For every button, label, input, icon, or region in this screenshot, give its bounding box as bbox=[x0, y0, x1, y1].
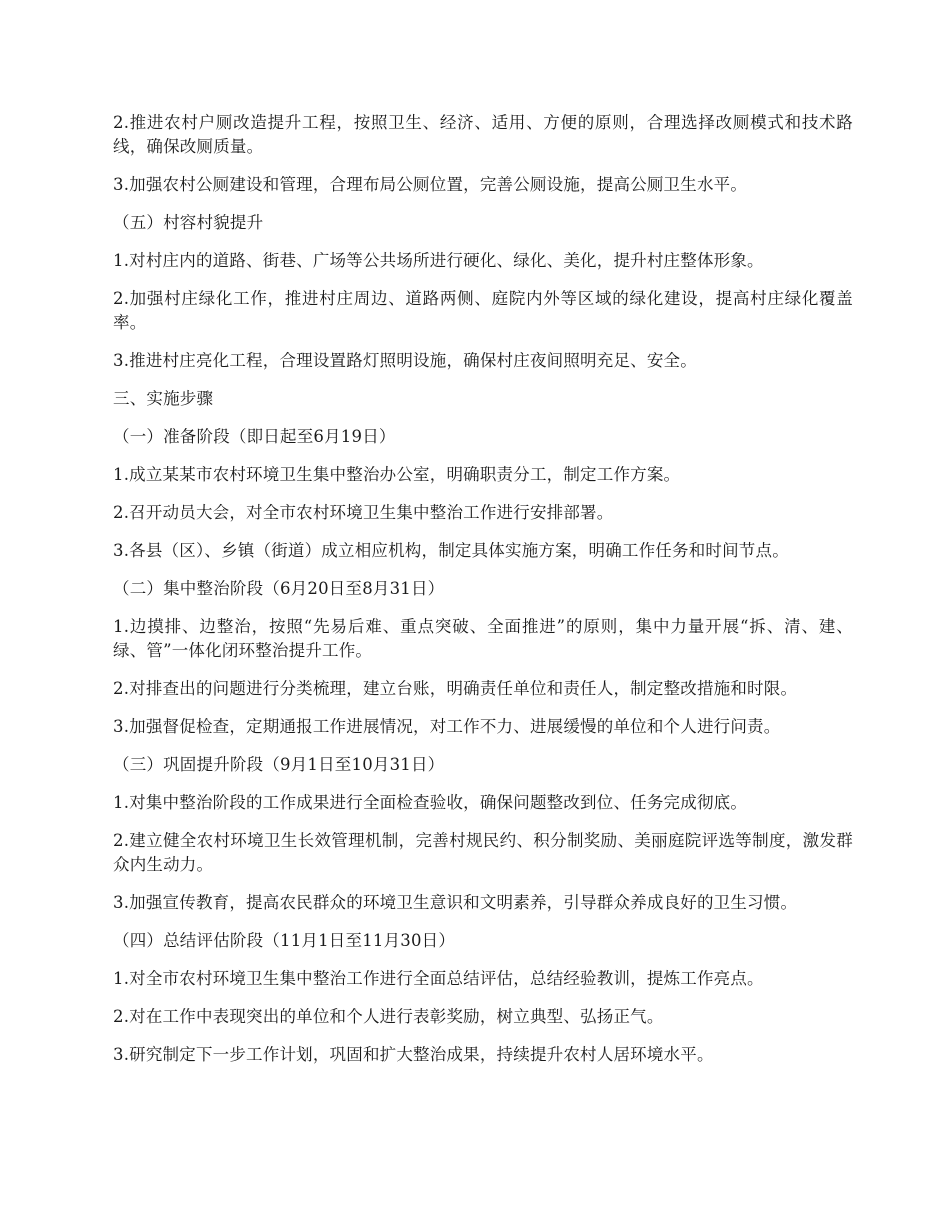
paragraph-preparation-1: 1.成立某某市农村环境卫生集中整治办公室，明确职责分工，制定工作方案。 bbox=[113, 465, 681, 484]
paragraph-rectification-3: 3.加强督促检查，定期通报工作进展情况，对工作不力、进展缓慢的单位和个人进行问责。 bbox=[113, 717, 781, 736]
paragraph-rectification-1: 1.边摸排、边整治，按照“先易后难、重点突破、全面推进”的原则，集中力量开展“拆、清、建、绿、管”一体化闭环整治提升工作。 bbox=[113, 617, 853, 660]
paragraph-preparation-3: 3.各县（区）、乡镇（街道）成立相应机构，制定具体实施方案，明确工作任务和时间节点。 bbox=[113, 541, 789, 560]
paragraph-greening: 2.加强村庄绿化工作，推进村庄周边、道路两侧、庭院内外等区域的绿化建设，提高村庄绿化覆盖率。 bbox=[113, 289, 853, 332]
paragraph-toilet-renovation: 2.推进农村户厕改造提升工程，按照卫生、经济、适用、方便的原则，合理选择改厕模式和技术路线，确保改厕质量。 bbox=[113, 113, 853, 156]
paragraph-public-toilets: 3.加强农村公厕建设和管理，合理布局公厕位置，完善公厕设施，提高公厕卫生水平。 bbox=[113, 175, 748, 194]
paragraph-consolidation-1: 1.对集中整治阶段的工作成果进行全面检查验收，确保问题整改到位、任务完成彻底。 bbox=[113, 793, 748, 812]
stage-heading-concentrated-rectification: （二）集中整治阶段（6月20日至8月31日） bbox=[113, 579, 445, 598]
document-body bbox=[113, 111, 853, 1081]
stage-heading-summary-evaluation: （四）总结评估阶段（11月1日至11月30日） bbox=[113, 931, 456, 950]
paragraph-rectification-2: 2.对排查出的问题进行分类梳理，建立台账，明确责任单位和责任人，制定整改措施和时限。 bbox=[113, 679, 798, 698]
paragraph-summary-3: 3.研究制定下一步工作计划，巩固和扩大整治成果，持续提升农村人居环境水平。 bbox=[113, 1045, 714, 1064]
paragraph-summary-1: 1.对全市农村环境卫生集中整治工作进行全面总结评估，总结经验教训，提炼工作亮点。 bbox=[113, 969, 764, 988]
section-heading-village-appearance: （五）村容村貌提升 bbox=[113, 213, 264, 232]
paragraph-lighting: 3.推进村庄亮化工程，合理设置路灯照明设施，确保村庄夜间照明充足、安全。 bbox=[113, 351, 697, 370]
paragraph-summary-2: 2.对在工作中表现突出的单位和个人进行表彰奖励，树立典型、弘扬正气。 bbox=[113, 1007, 664, 1026]
section-heading-implementation-steps: 三、实施步骤 bbox=[113, 389, 214, 408]
paragraph-preparation-2: 2.召开动员大会，对全市农村环境卫生集中整治工作进行安排部署。 bbox=[113, 503, 614, 522]
stage-heading-consolidation: （三）巩固提升阶段（9月1日至10月31日） bbox=[113, 755, 445, 774]
paragraph-public-spaces: 1.对村庄内的道路、街巷、广场等公共场所进行硬化、绿化、美化，提升村庄整体形象。 bbox=[113, 251, 764, 270]
stage-heading-preparation: （一）准备阶段（即日起至6月19日） bbox=[113, 427, 396, 446]
paragraph-consolidation-2: 2.建立健全农村环境卫生长效管理机制，完善村规民约、积分制奖励、美丽庭院评选等制度，激发群众内生动力。 bbox=[113, 831, 853, 874]
paragraph-consolidation-3: 3.加强宣传教育，提高农民群众的环境卫生意识和文明素养，引导群众养成良好的卫生习惯。 bbox=[113, 893, 798, 912]
